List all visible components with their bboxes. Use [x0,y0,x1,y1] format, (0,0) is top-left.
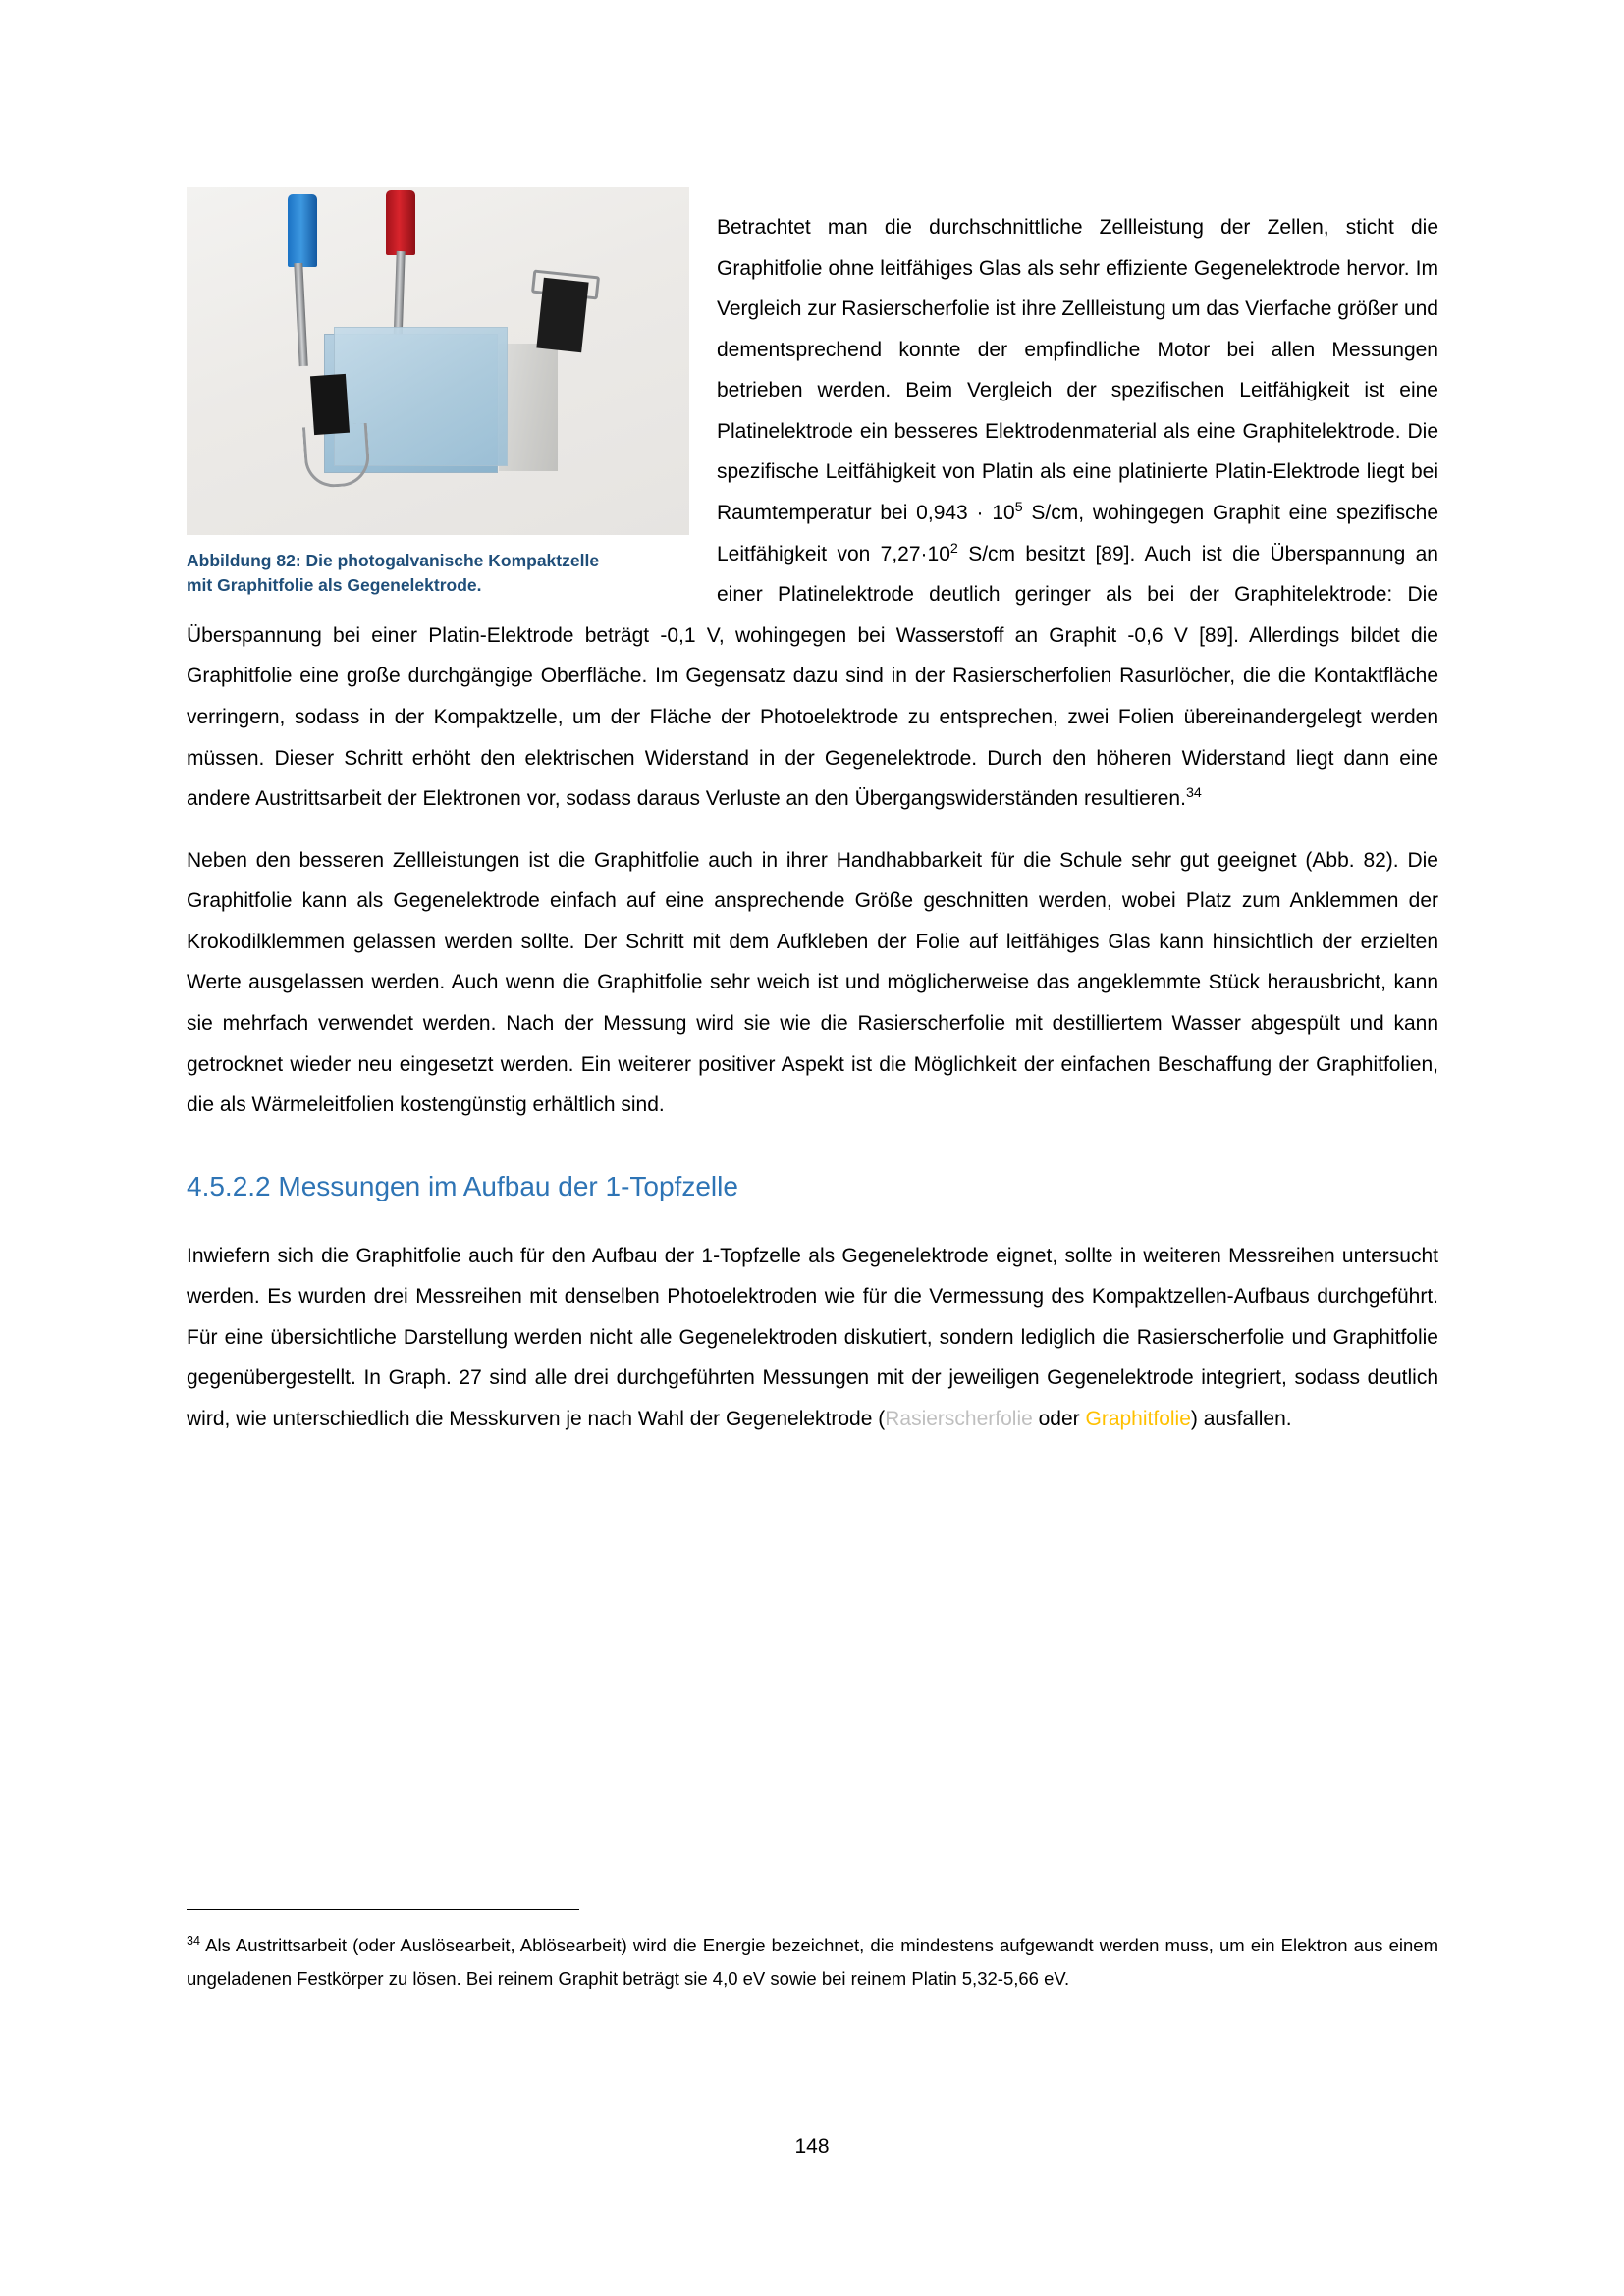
footnote-body: Als Austrittsarbeit (oder Auslösearbeit, Ablösearbeit) wird die Energie bezeichnet, die mindestens aufgewandt werden muss, um ein Elektron aus einem ungeladenen Festkörper zu lösen. Bei reinem Graphit beträgt sie 4,0 eV sowie bei reinem Platin 5,32-5,66 eV. [187,1934,1438,1989]
figure-abbildung-82 [187,187,689,599]
section-body-part-1: Inwiefern sich die Graphitfolie auch für den Aufbau der 1-Topfzelle als Gegenelektrode eignet, sollte in weiteren Messreihen untersucht werden. Es wurden drei Messreihen mit denselben Photoelektroden wie für die Vermessung des Kompaktzellen-Aufbaus durchgeführt. Für eine übersichtliche Darstellung werden nicht alle Gegenelektroden diskutiert, sondern lediglich die Rasierscherfolie und Graphitfolie gegenübergestellt. In Graph. 27 sind alle drei durchgeführten Messungen mit der jeweiligen Gegenelektrode integriert, sodass deutlich wird, wie unterschiedlich die Messkurven je nach Wahl der Gegenelektrode ( [187,1244,1438,1431]
page-number: 148 [794,2135,830,2158]
graphite-foil [499,344,558,471]
highlight-graphitfolie: Graphitfolie [1085,1408,1191,1431]
red-crocodile-clip-icon [386,190,415,255]
section-body-part-2: oder [1032,1408,1086,1431]
footnote-marker-inline: 34 [1185,785,1202,802]
paragraph-second: Neben den besseren Zellleistungen ist die Graphitfolie auch in ihrer Handhabbarkeit für die Schule sehr gut geeignet (Abb. 82). Die Graphitfolie kann als Gegenelektrode einfach auf eine ansprechende Größe geschnitten werden, wobei Platz zum Anklemmen der Krokodilklemmen gelassen werden sollte. Der Schritt mit dem Aufkleben der Folie auf leitfähiges Glas kann hinsichtlich der erzielten Werte ausgelassen werden. Auch wenn die Graphitfolie sehr weich ist und möglicherweise das angeklemmte Stück herausbricht, kann sie mehrfach verwendet werden. Nach der Messung wird sie wie die Rasierscherfolie mit destilliertem Wasser abgespült und kann getrocknet wieder neu eingesetzt werden. Ein weiterer positiver Aspekt ist die Möglichkeit der einfachen Beschaffung der Graphitfolien, die als Wärmeleitfolien kostengünstig erhältlich sind. [187,848,1438,1117]
footnote-area [187,1909,1438,2013]
figure-image [187,187,689,535]
footnote-34 [187,1929,1438,1996]
footnote-number: 34 [187,1933,200,1948]
section-heading-4-5-2-2: 4.5.2.2 Messungen im Aufbau der 1-Topfzelle [187,1170,738,1201]
figure-caption-line-1: Abbildung 82: Die photogalvanische Kompaktzelle [187,551,600,570]
paragraph-intro-text-cont2: S/cm besitzt [89]. Auch ist die Überspannung an einer Platinelektrode deutlich geringer als bei der Graphitelektrode: Die Überspannung bei einer Platin-Elektrode beträgt -0,1 V, wohingegen bei Wasserstoff an Graphit -0,6 V [89]. Allerdings bildet die Graphitfolie eine große durchgängige Oberfläche. Im Gegensatz dazu sind in der Rasierscherfolien Rasurlöcher, die die Kontaktfläche verringern, sodass in der Kompaktzelle, um der Fläche der Photoelektrode zu entsprechen, zwei Folien übereinandergelegt werden müssen. Dieser Schritt erhöht den elektrischen Widerstand in der Gegenelektrode. Durch den höheren Widerstand liegt dann eine andere Austrittsarbeit der Elektronen vor, sodass daraus Verluste an den Übergangswiderständen resultieren. [187,542,1438,811]
figure-and-intro-block [187,187,1438,840]
footnote-separator [187,1909,579,1910]
exponent-2: 2 [949,540,958,557]
exponent-5: 5 [1014,500,1023,516]
figure-caption [187,549,689,599]
page-content [187,187,1438,1440]
paragraph-intro-text: Betrachtet man die durchschnittliche Zellleistung der Zellen, sticht die Graphitfolie ohne leitfähiges Glas als sehr effiziente Gegenelektrode hervor. Im Vergleich zur Rasierscherfolie ist ihre Zellleistung um das Vierfache größer und dementsprechend konnte der empfindliche Motor bei allen Messungen betrieben werden. Beim Vergleich der spezifischen Leitfähigkeit ist eine Platinelektrode ein besseres Elektrodenmaterial als eine Graphitelektrode. Die spezifische Leitfähigkeit von Platin als eine platinierte Platin-Elektrode liegt bei Raumtemperatur bei 0,943 · 10 [717,216,1438,525]
paragraph-intro-text-cont: S/cm, wohingegen Graphit eine spezifische Leitfähigkeit von 7,27·10 [717,502,1438,565]
figure-caption-line-2: mit Graphitfolie als Gegenelektrode. [187,575,482,596]
binder-clip-right [536,278,588,352]
blue-crocodile-clip-icon [288,194,317,267]
paragraph-section-body [187,1236,1438,1440]
highlight-rasierscherfolie: Rasierscherfolie [885,1408,1033,1431]
section-body-part-3: ) ausfallen. [1190,1408,1292,1431]
